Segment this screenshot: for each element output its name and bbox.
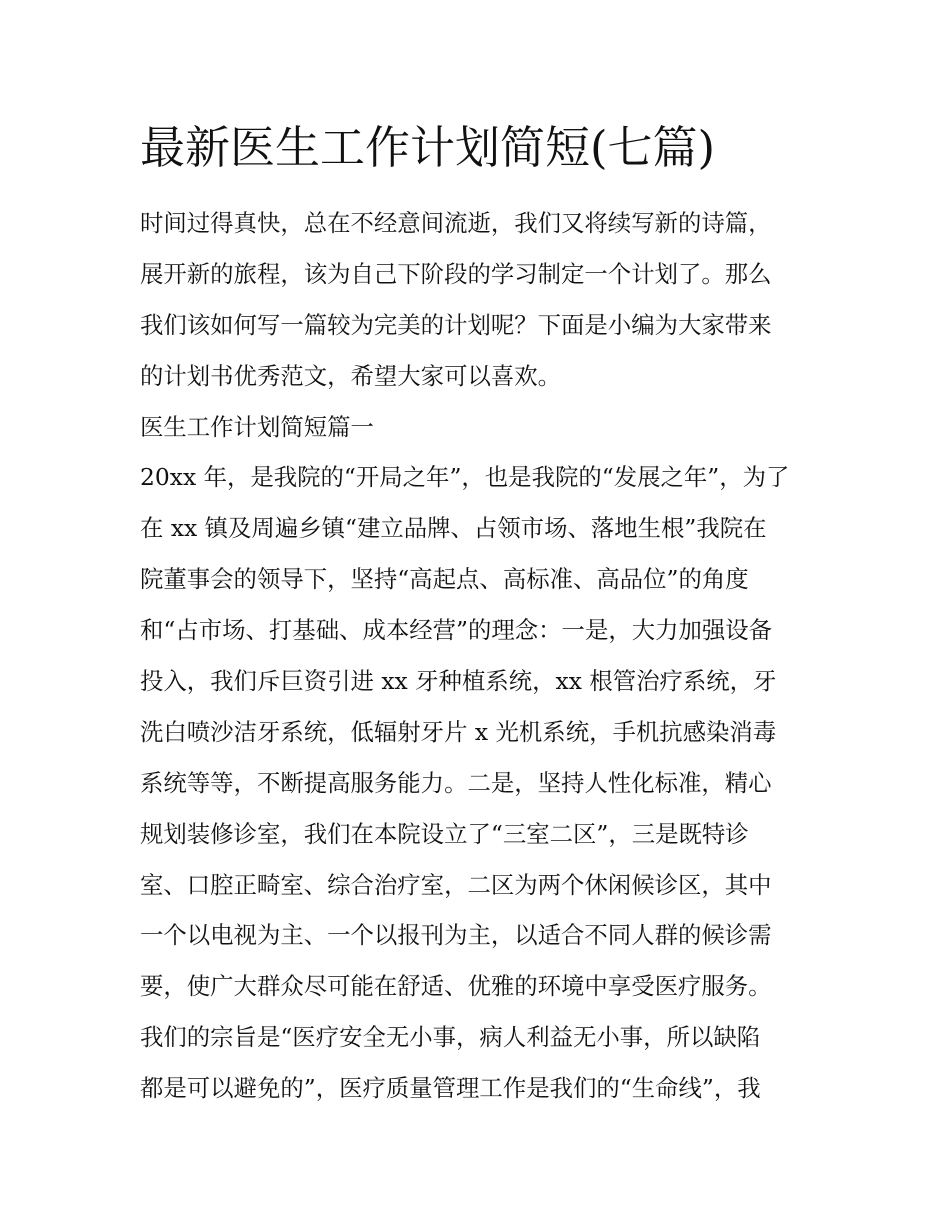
- document-title: 最新医生工作计划简短(七篇): [140, 121, 716, 174]
- text-line-body-9: 室、口腔正畸室、综合治疗室，二区为两个休闲候诊区，其中: [140, 870, 772, 899]
- text-line-body-12: 我们的宗旨是“医疗安全无小事，病人利益无小事，所以缺陷: [140, 1023, 761, 1052]
- text-line-body-13: 都是可以避免的”，医疗质量管理工作是我们的“生命线”，我: [140, 1074, 761, 1103]
- section-heading: 医生工作计划简短篇一: [140, 412, 374, 441]
- text-line-body-5: 投入，我们斥巨资引进 xx 牙种植系统，xx 根管治疗系统，牙: [140, 667, 777, 696]
- text-line-body-3: 院董事会的领导下，坚持“高起点、高标准、高品位”的角度: [140, 565, 749, 594]
- text-line-body-1: 20xx 年，是我院的“开局之年”，也是我院的“发展之年”，为了: [140, 463, 790, 492]
- text-line-intro-1: 时间过得真快，总在不经意间流逝，我们又将续写新的诗篇，: [140, 209, 772, 237]
- document-body: [140, 198, 820, 1114]
- text-line-intro-2: 展开新的旅程，该为自己下阶段的学习制定一个计划了。那么: [140, 259, 772, 288]
- text-line-body-10: 一个以电视为主、一个以报刊为主，以适合不同人群的候诊需: [140, 921, 772, 950]
- text-line-body-2: 在 xx 镇及周遍乡镇“建立品牌、占领市场、落地生根”我院在: [140, 514, 767, 543]
- text-line-body-6: 洗白喷沙洁牙系统，低辐射牙片 x 光机系统，手机抗感染消毒: [140, 717, 777, 746]
- text-line-body-8: 规划装修诊室，我们在本院设立了“三室二区”，三是既特诊: [140, 819, 749, 848]
- text-line-body-11: 要，使广大群众尽可能在舒适、优雅的环境中享受医疗服务。: [140, 972, 772, 1001]
- text-line-intro-4: 的计划书优秀范文，希望大家可以喜欢。: [140, 361, 562, 390]
- text-line-body-4: 和“占市场、打基础、成本经营”的理念：一是，大力加强设备: [140, 616, 773, 645]
- text-line-intro-3: 我们该如何写一篇较为完美的计划呢？下面是小编为大家带来: [140, 310, 772, 339]
- text-line-body-7: 系统等等，不断提高服务能力。二是，坚持人性化标准，精心: [140, 768, 772, 797]
